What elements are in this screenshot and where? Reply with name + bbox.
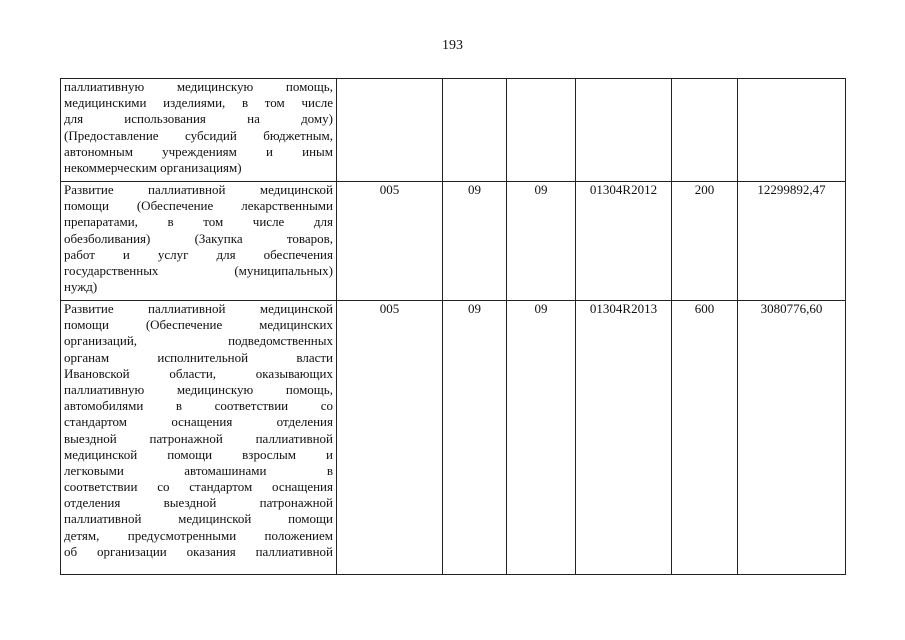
target-article-cell: 01304R2013 [576,301,672,575]
description-line: организаций, подведомственных [64,333,333,349]
description-line: соответствии со стандартом оснащения [64,479,333,495]
table-row [61,79,846,182]
admin-code-cell: 005 [337,182,443,301]
description-line: Ивановской области, оказывающих [64,365,333,381]
expense-type-cell [672,79,738,182]
description-line: помощи (Обеспечение лекарственными [64,198,333,214]
table-row [61,301,846,575]
description-line: легковыми автомашинами в [64,462,333,478]
expense-type-cell: 200 [672,182,738,301]
amount-cell: 12299892,47 [738,182,846,301]
description-line: автомобилями в соответствии со [64,398,333,414]
target-article-cell [576,79,672,182]
section-cell: 09 [443,182,507,301]
description-line: об организации оказания паллиативной [64,543,333,559]
description-line: паллиативную медицинскую помощь, [64,381,333,397]
subsection-cell: 09 [507,182,576,301]
expense-type-cell: 600 [672,301,738,575]
description-line: Развитие паллиативной медицинской [64,301,333,316]
target-article-cell: 01304R2012 [576,182,672,301]
admin-code-cell [337,79,443,182]
description-line: медицинскими изделиями, в том числе [64,95,333,111]
admin-code-cell: 005 [337,301,443,575]
section-cell: 09 [443,301,507,575]
section-cell [443,79,507,182]
description-line: (Предоставление субсидий бюджетным, [64,127,333,143]
row-description [61,79,337,182]
description-line: нужд) [64,279,98,295]
page-number: 193 [442,38,463,53]
description-line: обезболивания) (Закупка товаров, [64,230,333,246]
table-row [61,182,846,301]
description-line: для использования на дому) [64,111,333,127]
description-line: автономным учреждениям и иным [64,143,333,159]
row-description [61,182,337,301]
description-line: помощи (Обеспечение медицинских [64,317,333,333]
description-line: выездной патронажной паллиативной [64,430,333,446]
description-line: медицинской помощи взрослым и [64,446,333,462]
subsection-cell [507,79,576,182]
description-line: препаратами, в том числе для [64,214,333,230]
description-line: государственных (муниципальных) [64,262,333,278]
description-line: Развитие паллиативной медицинской [64,182,333,197]
description-line: стандартом оснащения отделения [64,414,333,430]
row-description [61,301,337,575]
description-line: работ и услуг для обеспечения [64,246,333,262]
budget-table [60,78,846,575]
description-line: органам исполнительной власти [64,349,333,365]
description-line: детям, предусмотренными положением [64,527,333,543]
amount-cell: 3080776,60 [738,301,846,575]
description-line: отделения выездной патронажной [64,495,333,511]
subsection-cell: 09 [507,301,576,575]
description-line: паллиативной медицинской помощи [64,511,333,527]
description-line: паллиативную медицинскую помощь, [64,79,333,94]
description-line: некоммерческим организациям) [64,159,242,175]
amount-cell [738,79,846,182]
